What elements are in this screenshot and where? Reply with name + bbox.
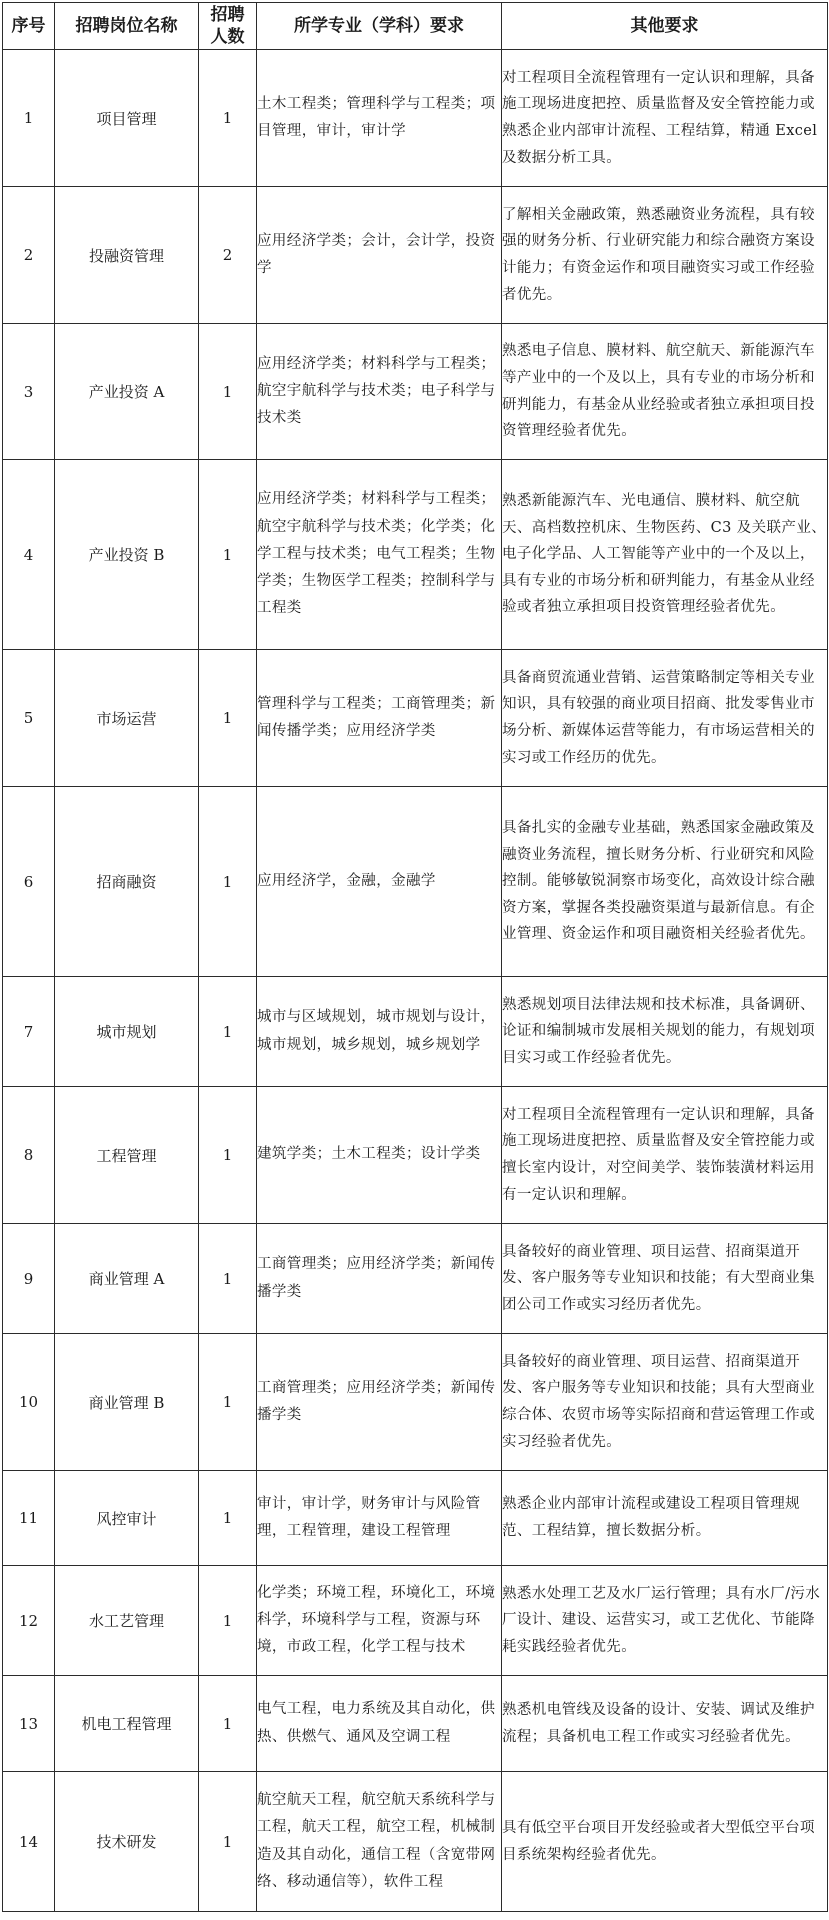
cell-other: 具备商贸流通业营销、运营策略制定等相关专业知识，具有较强的商业项目招商、批发零售业市场分析、新媒体运营等能力，有市场运营相关的实习或工作经历的优先。 [502,650,828,787]
cell-other: 对工程项目全流程管理有一定认识和理解，具备施工现场进度把控、质量监督及安全管控能力或熟悉企业内部审计流程、工程结算，精通 Excel 及数据分析工具。 [502,50,828,187]
cell-count: 1 [199,1471,257,1566]
cell-other: 熟悉规划项目法律法规和技术标准，具备调研、论证和编制城市发展相关规划的能力，有规划项目实习或工作经验者优先。 [502,977,828,1087]
cell-index: 12 [3,1566,55,1676]
recruitment-table [2,2,828,1912]
header-row [3,3,828,50]
cell-index: 13 [3,1676,55,1772]
cell-position: 城市规划 [55,977,199,1087]
header-other: 其他要求 [502,3,828,50]
cell-other: 熟悉机电管线及设备的设计、安装、调试及维护流程；具备机电工程工作或实习经验者优先。 [502,1676,828,1772]
header-major: 所学专业（学科）要求 [257,3,502,50]
cell-other: 具备较好的商业管理、项目运营、招商渠道开发、客户服务等专业知识和技能；具有大型商业综合体、农贸市场等实际招商和营运管理工作或实习经验者优先。 [502,1334,828,1471]
cell-position: 技术研发 [55,1772,199,1912]
table-row [3,1087,828,1224]
cell-count: 1 [199,460,257,650]
cell-position: 商业管理 B [55,1334,199,1471]
cell-major: 土木工程类；管理科学与工程类；项目管理，审计，审计学 [257,50,502,187]
cell-major: 建筑学类；土木工程类；设计学类 [257,1087,502,1224]
cell-major: 城市与区域规划，城市规划与设计，城市规划，城乡规划，城乡规划学 [257,977,502,1087]
cell-index: 11 [3,1471,55,1566]
cell-major: 应用经济学类；材料科学与工程类；航空宇航科学与技术类；电子科学与技术类 [257,324,502,460]
header-index: 序号 [3,3,55,50]
header-position: 招聘岗位名称 [55,3,199,50]
cell-position: 市场运营 [55,650,199,787]
cell-position: 商业管理 A [55,1224,199,1334]
cell-position: 风控审计 [55,1471,199,1566]
cell-other: 熟悉水处理工艺及水厂运行管理；具有水厂/污水厂设计、建设、运营实习，或工艺优化、节能降耗实践经验者优先。 [502,1566,828,1676]
cell-major: 化学类；环境工程，环境化工，环境科学，环境科学与工程，资源与环境，市政工程，化学工程与技术 [257,1566,502,1676]
cell-major: 电气工程，电力系统及其自动化，供热、供燃气、通风及空调工程 [257,1676,502,1772]
cell-count: 1 [199,650,257,787]
cell-position: 招商融资 [55,787,199,977]
table-row [3,1566,828,1676]
header-count [199,3,257,50]
cell-other: 熟悉企业内部审计流程或建设工程项目管理规范、工程结算，擅长数据分析。 [502,1471,828,1566]
cell-index: 7 [3,977,55,1087]
table-row [3,187,828,324]
cell-count: 2 [199,187,257,324]
cell-count: 1 [199,1566,257,1676]
cell-major: 航空航天工程，航空航天系统科学与工程，航天工程，航空工程，机械制造及其自动化，通信工程（含宽带网络、移动通信等），软件工程 [257,1772,502,1912]
cell-count: 1 [199,977,257,1087]
cell-major: 应用经济学类；会计，会计学，投资学 [257,187,502,324]
cell-count: 1 [199,1334,257,1471]
cell-other: 熟悉电子信息、膜材料、航空航天、新能源汽车等产业中的一个及以上，具有专业的市场分析和研判能力，有基金从业经验或者独立承担项目投资管理经验者优先。 [502,324,828,460]
table-row [3,787,828,977]
cell-index: 5 [3,650,55,787]
table-row [3,460,828,650]
cell-major: 工商管理类；应用经济学类；新闻传播学类 [257,1334,502,1471]
cell-position: 投融资管理 [55,187,199,324]
cell-other: 了解相关金融政策，熟悉融资业务流程，具有较强的财务分析、行业研究能力和综合融资方案设计能力；有资金运作和项目融资实习或工作经验者优先。 [502,187,828,324]
cell-major: 审计，审计学，财务审计与风险管理，工程管理，建设工程管理 [257,1471,502,1566]
cell-position: 机电工程管理 [55,1676,199,1772]
cell-major: 管理科学与工程类；工商管理类；新闻传播学类；应用经济学类 [257,650,502,787]
cell-position: 项目管理 [55,50,199,187]
cell-index: 8 [3,1087,55,1224]
cell-position: 工程管理 [55,1087,199,1224]
cell-major: 应用经济学，金融，金融学 [257,787,502,977]
table-row [3,1772,828,1912]
cell-other: 对工程项目全流程管理有一定认识和理解，具备施工现场进度把控、质量监督及安全管控能力或擅长室内设计，对空间美学、装饰装潢材料运用有一定认识和理解。 [502,1087,828,1224]
table-row [3,1676,828,1772]
cell-index: 1 [3,50,55,187]
cell-index: 14 [3,1772,55,1912]
cell-index: 3 [3,324,55,460]
cell-position: 水工艺管理 [55,1566,199,1676]
cell-count: 1 [199,50,257,187]
cell-count: 1 [199,1676,257,1772]
cell-count: 1 [199,1087,257,1224]
cell-index: 2 [3,187,55,324]
cell-major: 应用经济学类；材料科学与工程类；航空宇航科学与技术类；化学类；化学工程与技术类；电气工程类；生物学类；生物医学工程类；控制科学与工程类 [257,460,502,650]
cell-count: 1 [199,1224,257,1334]
cell-position: 产业投资 A [55,324,199,460]
cell-count: 1 [199,1772,257,1912]
cell-index: 9 [3,1224,55,1334]
cell-major: 工商管理类；应用经济学类；新闻传播学类 [257,1224,502,1334]
table-row [3,1334,828,1471]
cell-count: 1 [199,324,257,460]
header-count-text: 招聘人数 [210,5,245,47]
cell-other: 熟悉新能源汽车、光电通信、膜材料、航空航天、高档数控机床、生物医药、C3 及关联产业、电子化学品、人工智能等产业中的一个及以上，具有专业的市场分析和研判能力，有基金从业经验或者独立承担项目投资管理经验者优先。 [502,460,828,650]
table-row [3,1224,828,1334]
cell-index: 6 [3,787,55,977]
cell-other: 具备扎实的金融专业基础，熟悉国家金融政策及融资业务流程，擅长财务分析、行业研究和风险控制。能够敏锐洞察市场变化，高效设计综合融资方案，掌握各类投融资渠道与最新信息。有企业管理、资金运作和项目融资相关经验者优先。 [502,787,828,977]
table-row [3,977,828,1087]
table-row [3,50,828,187]
cell-position: 产业投资 B [55,460,199,650]
cell-index: 4 [3,460,55,650]
cell-count: 1 [199,787,257,977]
table-row [3,1471,828,1566]
table-row [3,650,828,787]
cell-other: 具有低空平台项目开发经验或者大型低空平台项目系统架构经验者优先。 [502,1772,828,1912]
cell-other: 具备较好的商业管理、项目运营、招商渠道开发、客户服务等专业知识和技能；有大型商业集团公司工作或实习经历者优先。 [502,1224,828,1334]
cell-index: 10 [3,1334,55,1471]
table-row [3,324,828,460]
